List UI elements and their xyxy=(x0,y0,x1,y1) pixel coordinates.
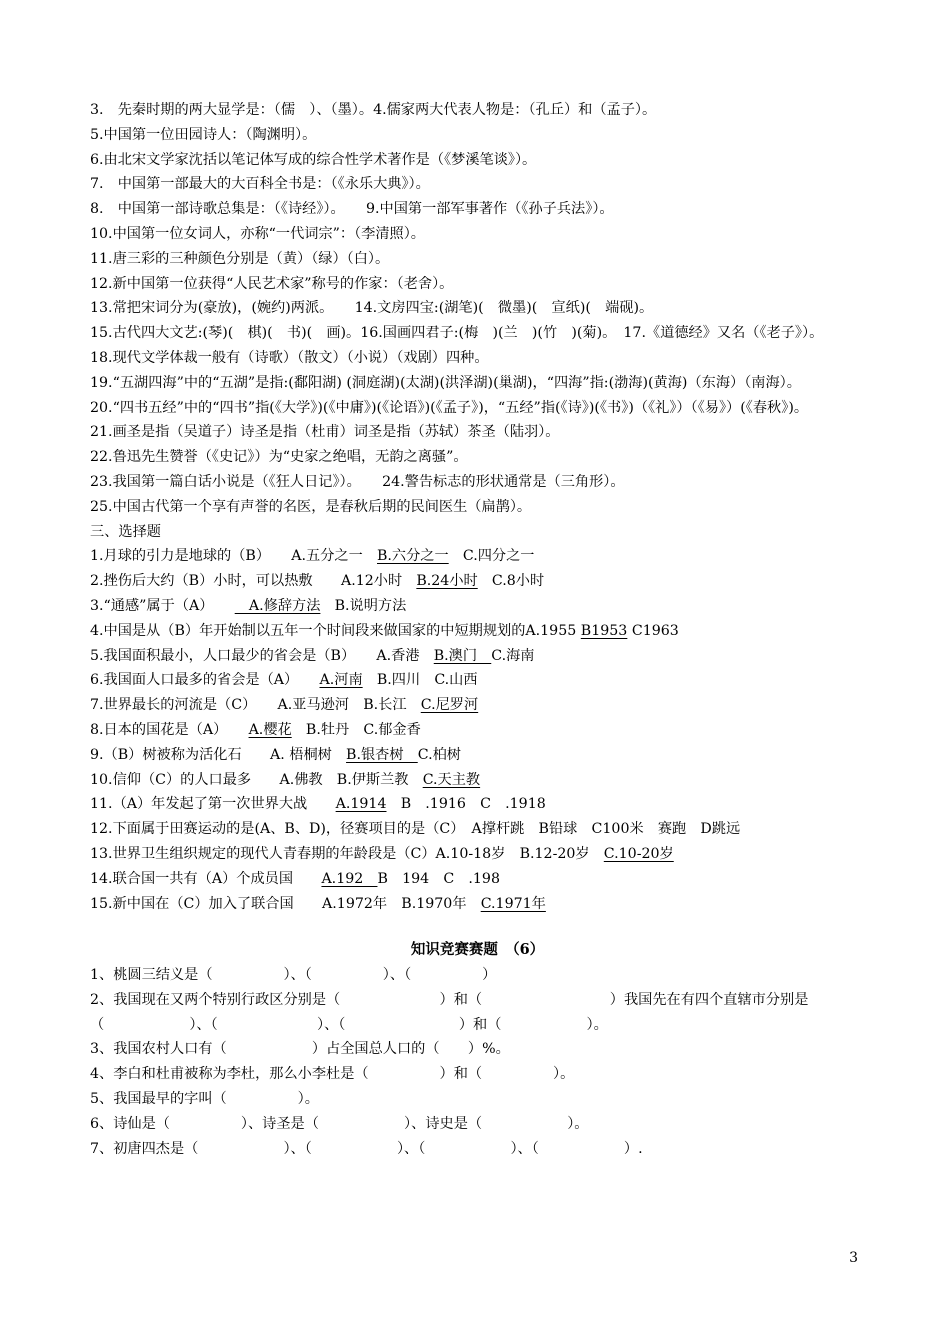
underlined-answer: A.樱花 xyxy=(248,721,292,738)
choice-question xyxy=(90,817,865,842)
underlined-answer: B.六分之一 xyxy=(377,548,449,565)
question-text: B.牡丹 C.郁金香 xyxy=(291,721,421,738)
question-text: C.柏树 xyxy=(417,746,461,763)
underlined-answer: C.尼罗河 xyxy=(420,697,479,714)
choice-question xyxy=(90,768,865,793)
text-line: 4、李白和杜甫被称为李杜，那么小李杜是（ ）和（ ）。 xyxy=(90,1066,575,1083)
choice-question xyxy=(90,668,865,693)
question-text: 5.我国面积最小，人口最少的省会是（B） A.香港 xyxy=(90,647,434,664)
question-text: 9.（B）树被称为活化石 A. 梧桐树 xyxy=(90,746,347,763)
text-line: 20.“四书五经”中的“四书”指(《大学》)(《中庸》)(《论语》)(《孟子》)，“五经”指(《诗》)(《书》)（《礼》）（《易》）(《春秋》)。 xyxy=(90,399,809,416)
question-text: 7.世界最长的河流是（C） A.亚马逊河 B.长江 xyxy=(90,697,421,714)
underlined-answer: B.银杏树 xyxy=(346,746,418,763)
text-line: 5.中国第一位田园诗人：（陶渊明）。 xyxy=(90,126,317,143)
text-line: 22.鲁迅先生赞誉（《史记》）为“史家之绝唱，无韵之离骚”。 xyxy=(90,449,468,466)
choice-question xyxy=(90,594,865,619)
question-text: 3.“通感”属于（A） xyxy=(90,597,235,614)
text-line: 1、桃圆三结义是（ ）、（ ）、（ ） xyxy=(90,967,497,984)
question-text: C1963 xyxy=(627,622,679,639)
text-line: 19.“五湖四海”中的“五湖”是指:(鄱阳湖) (洞庭湖)(太湖)(洪泽湖)(巢湖)，“四海”指:(渤海)(黄海)（东海）（南海）。 xyxy=(90,374,801,391)
underlined-answer: B1953 xyxy=(580,622,628,639)
choice-question xyxy=(90,743,865,768)
choice-question xyxy=(90,619,865,644)
underlined-answer: A.1914 xyxy=(335,796,387,813)
text-line: 15.古代四大文艺:(琴)( 棋)( 书)( 画)。16.国画四君子:(梅 )(兰 )(竹 )(菊)。 17.《道德经》又名（《老子》）。 xyxy=(90,325,824,342)
underlined-answer: C.天主教 xyxy=(422,771,481,788)
text-line: 11.唐三彩的三种颜色分别是（黄）（绿）（白）。 xyxy=(90,250,390,267)
question-text: 15.新中国在（C）加入了联合国 A.1972年 B.1970年 xyxy=(90,895,481,912)
underlined-answer: A.192 xyxy=(321,870,378,887)
text-line: 7. 中国第一部最大的大百科全书是：（《永乐大典》）。 xyxy=(90,176,430,193)
question-text: B.说明方法 xyxy=(320,597,407,614)
underlined-answer: A.河南 xyxy=(319,672,363,689)
text-line: 2、我国现在又两个特别行政区分别是（ ）和（ ）我国先在有四个直辖市分别是（ ）、（ ）、（ ）和（ ）。 xyxy=(90,991,809,1033)
underlined-answer: B.澳门 xyxy=(433,647,492,664)
choice-question xyxy=(90,693,865,718)
text-line: 7、初唐四杰是（ ）、（ ）、（ ）、（ ）. xyxy=(90,1140,643,1157)
question-text: C.四分之一 xyxy=(448,548,535,565)
choice-question xyxy=(90,644,865,669)
text-line: 6.由北宋文学家沈括以笔记体写成的综合性学术著作是（《梦溪笔谈》）。 xyxy=(90,151,537,168)
text-line: 23.我国第一篇白话小说是（《狂人日记》）。 24.警告标志的形状通常是（三角形）。 xyxy=(90,473,625,490)
underlined-answer: B.24小时 xyxy=(416,573,478,590)
underlined-answer: A.修辞方法 xyxy=(234,597,321,614)
page-number: 3 xyxy=(849,1250,858,1266)
choice-question xyxy=(90,544,865,569)
text-line: 5、我国最早的字叫（ ）。 xyxy=(90,1091,319,1108)
question-text: 4.中国是从（B）年开始制以五年一个时间段来做国家的中短期规划的A.1955 xyxy=(90,622,581,639)
multiple-choice-section xyxy=(90,544,865,916)
question-text: 13.世界卫生组织规定的现代人青春期的年龄段是（C）A.10-18岁 B.12-20岁 xyxy=(90,845,604,862)
question-text: 12.下面属于田赛运动的是(A、B、D)，径赛项目的是（C） A撑杆跳 B铅球 C100米 赛跑 D跳远 xyxy=(90,821,741,838)
text-line: 12.新中国第一位获得“人民艺术家”称号的作家：（老舍）。 xyxy=(90,275,454,292)
question-text: 11.（A）年发起了第一次世界大战 xyxy=(90,796,336,813)
choice-question xyxy=(90,867,865,892)
quiz-questions xyxy=(90,963,865,1161)
section-heading: 三、选择题 xyxy=(90,523,161,540)
choice-question xyxy=(90,842,865,867)
fill-in-section xyxy=(90,98,865,520)
text-line: 6、诗仙是（ ）、诗圣是（ ）、诗史是（ ）。 xyxy=(90,1115,589,1132)
page-content xyxy=(90,98,865,1161)
question-text: 6.我国面人口最多的省会是（A） xyxy=(90,672,320,689)
question-text: B .1916 C .1918 xyxy=(386,796,546,813)
question-text: B 194 C .198 xyxy=(377,870,500,887)
underlined-answer: C.1971年 xyxy=(480,895,546,912)
question-text: 14.联合国一共有（A）个成员国 xyxy=(90,870,322,887)
question-text: 10.信仰（C）的人口最多 A.佛教 B.伊斯兰教 xyxy=(90,771,423,788)
text-line: 13.常把宋词分为(豪放)，(婉约)两派。 14.文房四宝:(湖笔)( 微墨)( 宣纸)( 端砚)。 xyxy=(90,300,654,317)
choice-question xyxy=(90,792,865,817)
question-text: C.海南 xyxy=(491,647,535,664)
quiz-title: 知识竞赛赛题 （6） xyxy=(410,941,545,959)
question-text: 1.月球的引力是地球的（B） A.五分之一 xyxy=(90,548,377,565)
question-text: B.四川 C.山西 xyxy=(362,672,478,689)
question-text: 8.日本的国花是（A） xyxy=(90,721,249,738)
underlined-answer: C.10-20岁 xyxy=(603,845,674,862)
choice-question xyxy=(90,718,865,743)
question-text: 2.挫伤后大约（B）小时，可以热敷 A.12小时 xyxy=(90,573,417,590)
text-line: 21.画圣是指（吴道子）诗圣是指（杜甫）词圣是指（苏轼）茶圣（陆羽）。 xyxy=(90,424,560,441)
choice-question xyxy=(90,569,865,594)
text-line: 25.中国古代第一个享有声誉的名医，是春秋后期的民间医生（扁鹊）。 xyxy=(90,498,532,515)
question-text: C.8小时 xyxy=(477,573,545,590)
text-line: 18.现代文学体裁一般有（诗歌）（散文）（小说）（戏剧）四种。 xyxy=(90,349,489,366)
text-line: 3. 先秦时期的两大显学是：（儒 ）、（墨）。4.儒家两大代表人物是：（孔丘）和（孟子）。 xyxy=(90,102,657,118)
choice-question xyxy=(90,892,865,917)
text-line: 8. 中国第一部诗歌总集是：（《诗经》）。 9.中国第一部军事著作（《孙子兵法》）。 xyxy=(90,201,614,218)
text-line: 3、我国农村人口有（ ）占全国总人口的（ ）%。 xyxy=(90,1041,510,1058)
text-line: 10.中国第一位女词人，亦称“一代词宗”：（李清照）。 xyxy=(90,225,425,242)
